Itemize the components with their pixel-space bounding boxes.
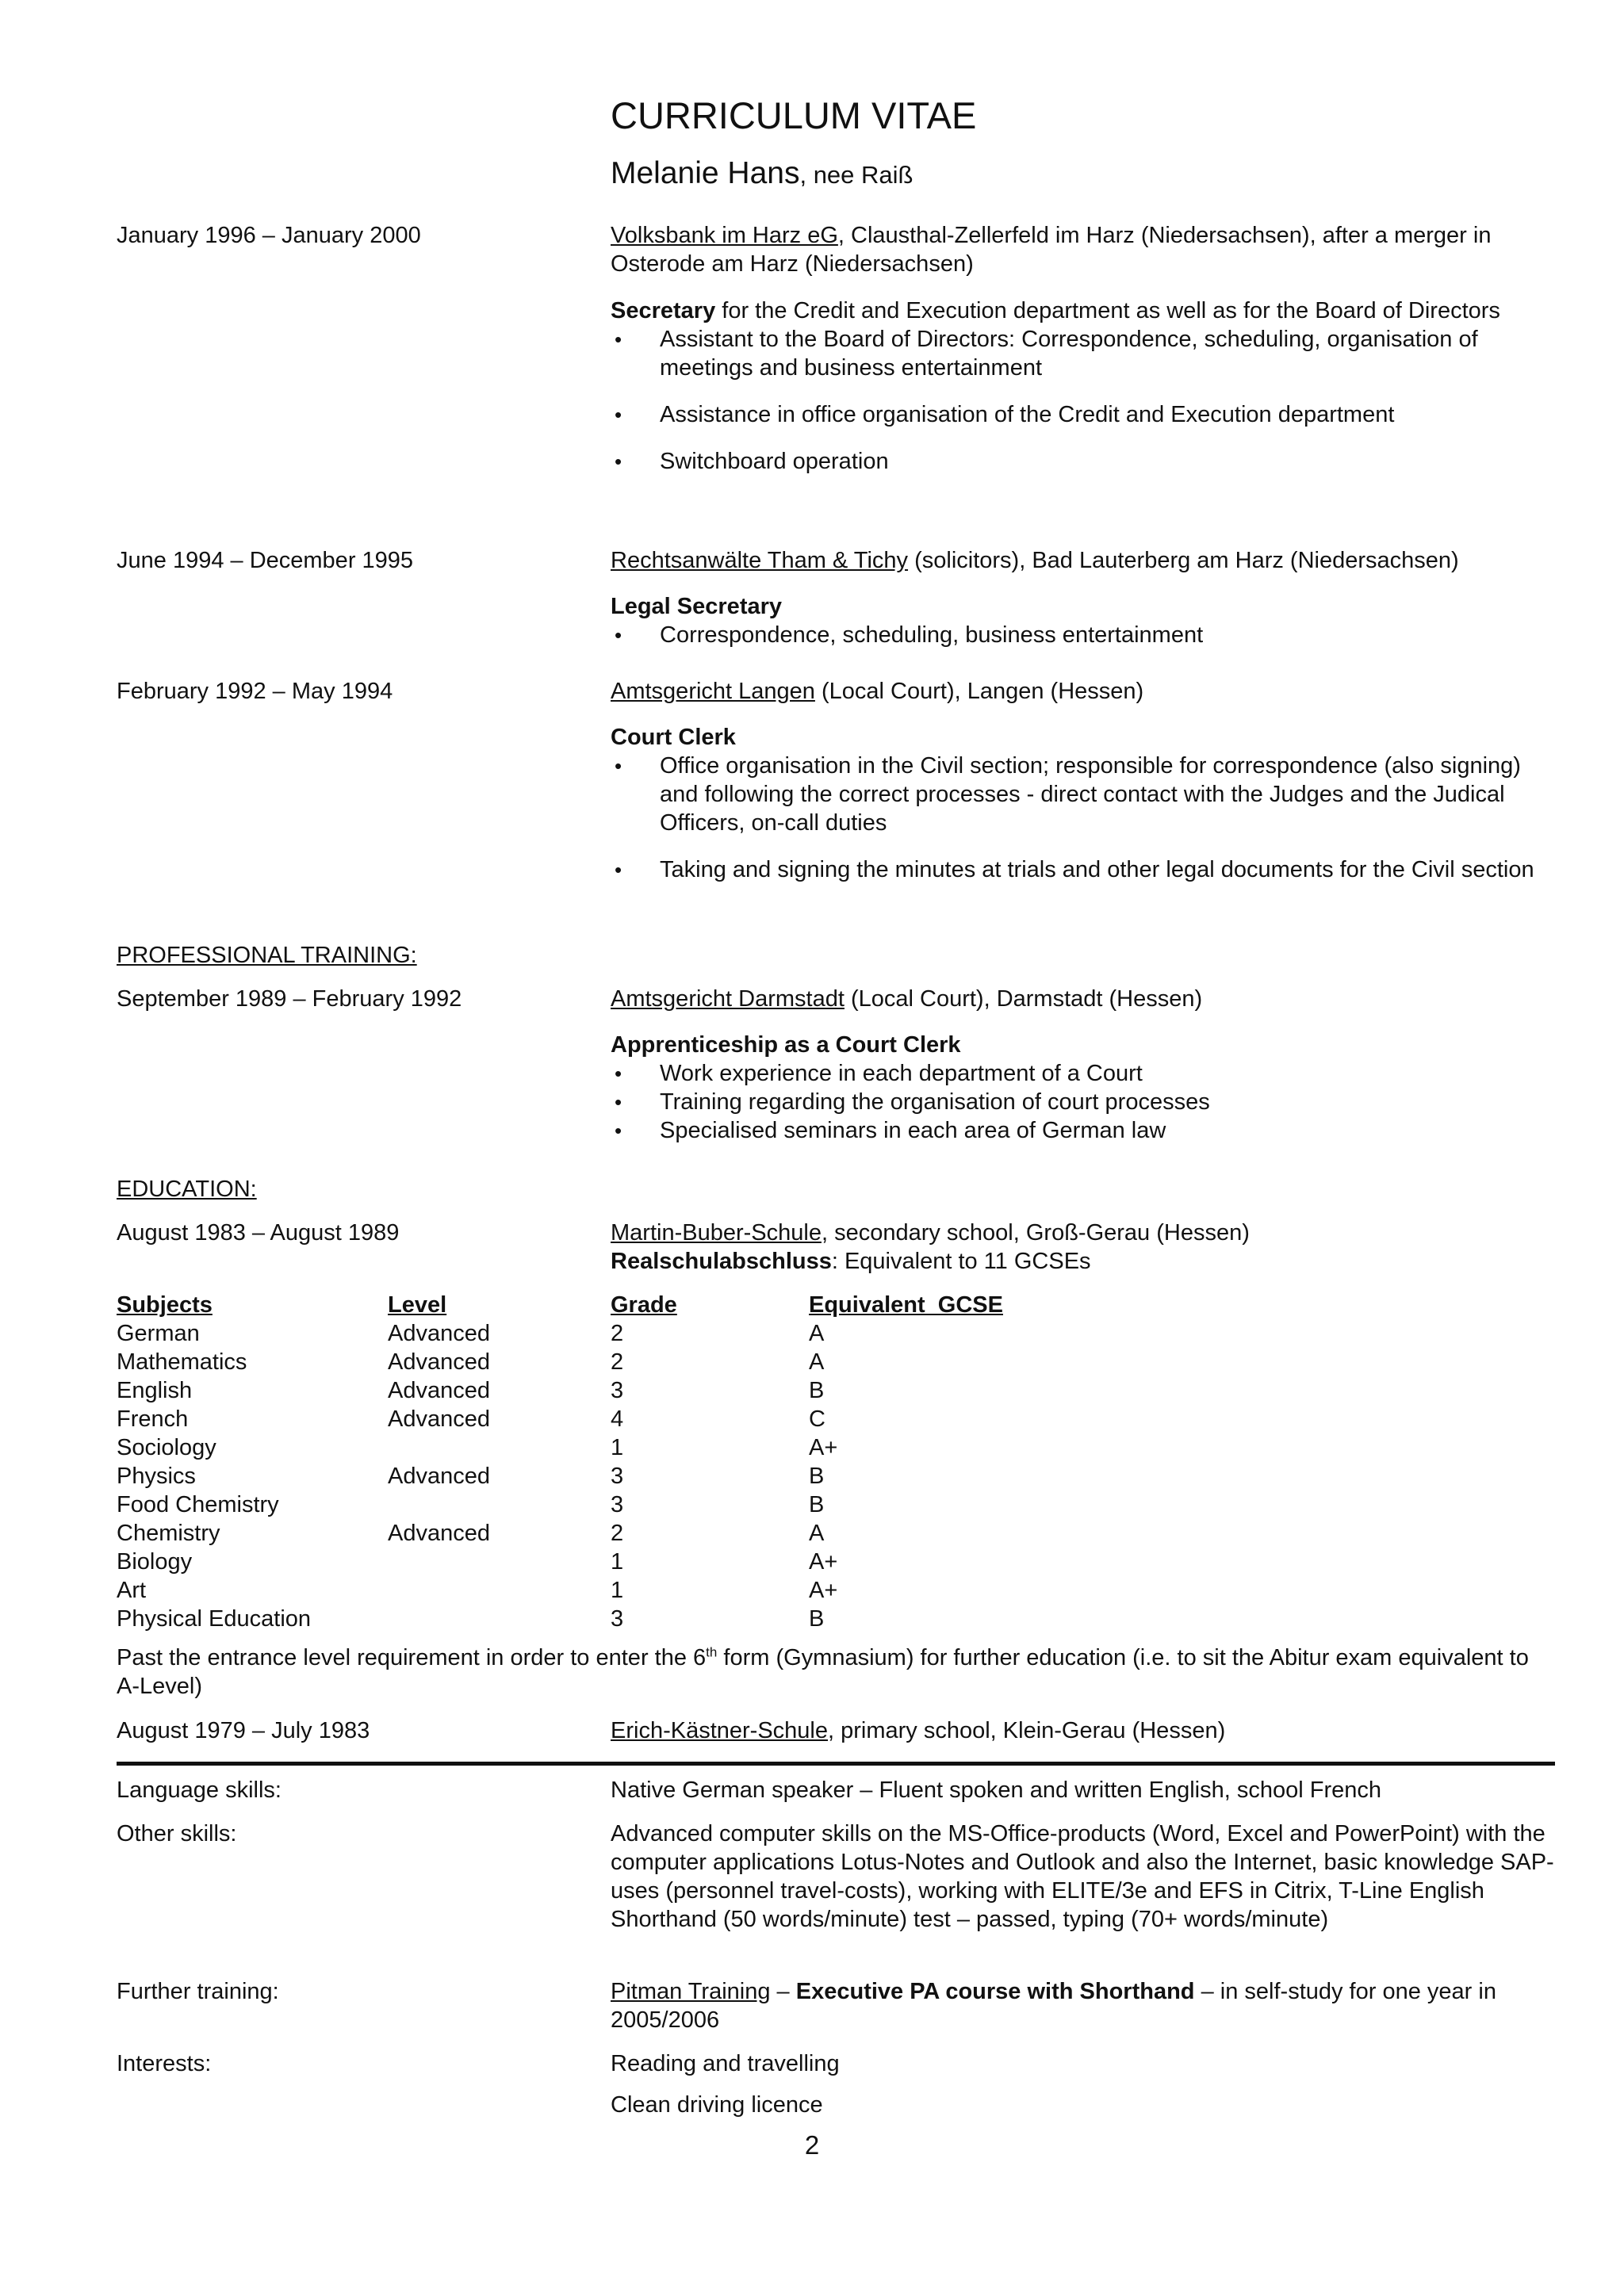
subject-cell: Physics	[117, 1464, 196, 1489]
job-dates: February 1992 – May 1994	[117, 679, 393, 704]
training-bullet: • Work experience in each department of a Court	[611, 1059, 1554, 1088]
job-role-line	[611, 723, 1554, 752]
job-bullet-list	[611, 752, 1554, 884]
job-bullet-list	[611, 325, 1554, 476]
training-location: (Local Court), Darmstadt (Hessen)	[844, 986, 1203, 1012]
subject-cell: 3	[611, 1492, 624, 1517]
subject-cell: Advanced	[388, 1321, 490, 1346]
subject-cell: 4	[611, 1406, 624, 1432]
subject-row	[117, 1605, 1126, 1633]
primary-dates: August 1979 – July 1983	[117, 1718, 370, 1743]
primary-entry	[611, 1716, 1554, 1745]
subject-cell: Advanced	[388, 1406, 490, 1432]
subject-cell: B	[809, 1606, 825, 1632]
job-bullet-list	[611, 621, 1554, 649]
subject-cell: Chemistry	[117, 1521, 220, 1546]
training-bullet: • Training regarding the organisation of court processes	[611, 1088, 1554, 1116]
training-dates: September 1989 – February 1992	[117, 986, 462, 1012]
school-name: Martin-Buber-Schule	[611, 1220, 822, 1246]
job-employer-line	[611, 221, 1554, 278]
subject-cell: A+	[809, 1435, 838, 1460]
training-employer: Amtsgericht Darmstadt	[611, 986, 845, 1012]
subject-row	[117, 1319, 1126, 1348]
job-employer-line	[611, 677, 1554, 706]
subject-cell: 1	[611, 1435, 624, 1460]
skills-label: Language skills:	[117, 1777, 282, 1803]
subject-cell: B	[809, 1464, 825, 1489]
job-entry	[611, 221, 1554, 476]
subject-row	[117, 1405, 1126, 1433]
primary-school-name: Erich-Kästner-Schule	[611, 1718, 828, 1743]
job-role: Legal Secretary	[611, 594, 783, 619]
subject-cell: 2	[611, 1321, 624, 1346]
primary-school-details: , primary school, Klein-Gerau (Hessen)	[828, 1718, 1226, 1743]
subject-cell: 3	[611, 1464, 624, 1489]
job-bullet: • Switchboard operation	[611, 447, 1554, 476]
subject-cell: Mathematics	[117, 1349, 247, 1375]
training-heading: PROFESSIONAL TRAINING:	[117, 943, 417, 968]
subject-cell: A+	[809, 1549, 838, 1575]
subject-cell: Advanced	[388, 1378, 490, 1403]
subject-cell: A+	[809, 1578, 838, 1603]
training-entry	[611, 985, 1554, 1145]
subject-row	[117, 1490, 1126, 1519]
subject-cell	[388, 1490, 611, 1519]
subject-row	[117, 1433, 1126, 1462]
subject-cell: Physical Education	[117, 1606, 312, 1632]
subject-cell: B	[809, 1492, 825, 1517]
section-heading-education	[117, 1175, 257, 1203]
qualification: Realschulabschluss	[611, 1249, 832, 1274]
subjects-header-row	[117, 1291, 1126, 1319]
subject-cell: A	[809, 1321, 825, 1346]
subject-cell: 2	[611, 1349, 624, 1375]
skills-value: Reading and travelling	[611, 2051, 840, 2076]
job-role: Secretary	[611, 298, 716, 323]
header-cell: Equivalent GCSE	[809, 1292, 1003, 1318]
subject-cell: 2	[611, 1521, 624, 1546]
training-bullet-list	[611, 1059, 1554, 1145]
training-bullet: • Specialised seminars in each area of German law	[611, 1116, 1554, 1145]
further-training-provider: Pitman Training	[611, 1979, 771, 2004]
subject-cell: Art	[117, 1578, 147, 1603]
job-dates: June 1994 – December 1995	[117, 548, 414, 573]
subject-row	[117, 1576, 1126, 1605]
subject-row	[117, 1348, 1126, 1376]
job-role-detail: for the Credit and Execution department as well as for the Board of Directors	[715, 298, 1500, 323]
subjects-table	[117, 1291, 1126, 1633]
job-bullet: • Assistant to the Board of Directors: Correspondence, scheduling, organisation of meetings and business entertainment	[611, 325, 1554, 382]
candidate-name	[611, 155, 913, 193]
employer-name: Volksbank im Harz eG	[611, 223, 838, 248]
subject-cell: 1	[611, 1578, 624, 1603]
employer-name: Amtsgericht Langen	[611, 679, 815, 704]
subject-cell: Biology	[117, 1549, 193, 1575]
subject-cell	[388, 1433, 611, 1462]
section-heading-training	[117, 941, 417, 970]
subject-cell: German	[117, 1321, 200, 1346]
note-superscript: th	[706, 1644, 718, 1660]
skills-label: Further training:	[117, 1979, 279, 2004]
subject-cell: Advanced	[388, 1349, 490, 1375]
maiden-name: , nee Raiß	[799, 161, 914, 189]
education-dates: August 1983 – August 1989	[117, 1220, 400, 1246]
header-cell: Subjects	[117, 1292, 213, 1318]
employer-location: (solicitors), Bad Lauterberg am Harz (Niedersachsen)	[908, 548, 1459, 573]
skills-label: Other skills:	[117, 1821, 237, 1846]
subject-row	[117, 1376, 1126, 1405]
training-role: Apprenticeship as a Court Clerk	[611, 1032, 961, 1058]
further-training-course: Executive PA course with Shorthand	[795, 1979, 1195, 2004]
further-training-detail: – in self-study for one year in 2005/2006	[611, 1979, 1496, 2033]
qualification-line	[611, 1247, 1554, 1276]
job-role-line	[611, 592, 1554, 621]
subject-cell: English	[117, 1378, 193, 1403]
job-bullet: • Assistance in office organisation of the Credit and Execution department	[611, 400, 1554, 429]
subject-cell: Advanced	[388, 1464, 490, 1489]
header-cell: Level	[388, 1292, 447, 1318]
job-entry	[611, 677, 1554, 884]
job-bullet: • Office organisation in the Civil section; responsible for correspondence (also signing) and following the correct processes - direct contact with the Judges and the Judical Officers, on-call duties	[611, 752, 1554, 837]
training-role-line	[611, 1031, 1554, 1059]
note-text-continued: form (Gymnasium) for further education (i.e. to sit the Abitur exam equivalent to A-Level)	[117, 1645, 1529, 1699]
job-employer-line	[611, 546, 1554, 575]
subject-cell: Sociology	[117, 1435, 216, 1460]
education-note	[117, 1644, 1555, 1701]
school-line	[611, 1219, 1554, 1247]
subject-cell: 3	[611, 1378, 624, 1403]
qualification-detail: : Equivalent to 11 GCSEs	[831, 1249, 1091, 1274]
school-details: , secondary school, Groß-Gerau (Hessen)	[821, 1220, 1250, 1246]
subject-cell: 1	[611, 1549, 624, 1575]
job-role: Court Clerk	[611, 725, 736, 750]
subject-cell: B	[809, 1378, 825, 1403]
subject-row	[117, 1548, 1126, 1576]
section-divider	[117, 1762, 1555, 1766]
subject-cell	[388, 1548, 611, 1576]
job-bullet: • Correspondence, scheduling, business entertainment	[611, 621, 1554, 649]
further-training-dash: –	[770, 1979, 796, 2004]
subject-cell: A	[809, 1521, 825, 1546]
header-cell: Grade	[611, 1292, 677, 1318]
job-dates: January 1996 – January 2000	[117, 223, 421, 248]
subject-cell: Food Chemistry	[117, 1492, 279, 1517]
skills-label: Interests:	[117, 2051, 212, 2076]
subject-cell: 3	[611, 1606, 624, 1632]
employer-location: , Clausthal-Zellerfeld im Harz (Niedersachsen), after a merger in Osterode am Harz (Niedersachsen)	[611, 223, 1492, 277]
job-role-line	[611, 297, 1554, 325]
employer-name: Rechtsanwälte Tham & Tichy	[611, 548, 909, 573]
job-bullet: • Taking and signing the minutes at trials and other legal documents for the Civil section	[611, 855, 1554, 884]
subject-cell: French	[117, 1406, 189, 1432]
subject-cell	[388, 1576, 611, 1605]
education-entry	[611, 1219, 1554, 1276]
subject-row	[117, 1462, 1126, 1490]
subject-cell: A	[809, 1349, 825, 1375]
employer-location: (Local Court), Langen (Hessen)	[814, 679, 1144, 704]
training-employer-line	[611, 985, 1554, 1013]
subject-row	[117, 1519, 1126, 1548]
education-heading: EDUCATION:	[117, 1177, 257, 1202]
job-entry	[611, 546, 1554, 649]
subject-cell: Advanced	[388, 1521, 490, 1546]
document-title: CURRICULUM VITAE	[611, 94, 977, 136]
subject-cell	[388, 1605, 611, 1633]
skills-value: Native German speaker – Fluent spoken and written English, school French	[611, 1777, 1381, 1803]
name-text: Melanie Hans	[611, 156, 800, 190]
page-number: 2	[804, 2130, 820, 2160]
skills-value: Clean driving licence	[611, 2092, 823, 2118]
skills-value: Advanced computer skills on the MS-Office-products (Word, Excel and PowerPoint) with the computer applications Lotus-Notes and Outlook and also the Internet, basic knowledge SAP-uses (personnel travel-costs), working with ELITE/3e and EFS in Citrix, T-Line English Shorthand (50 words/minute) test – passed, typing (70+ words/minute)	[611, 1821, 1554, 1932]
note-text: Past the entrance level requirement in order to enter the 6	[117, 1645, 707, 1670]
further-training-entry	[611, 1977, 1554, 2034]
subject-cell: C	[809, 1406, 825, 1432]
